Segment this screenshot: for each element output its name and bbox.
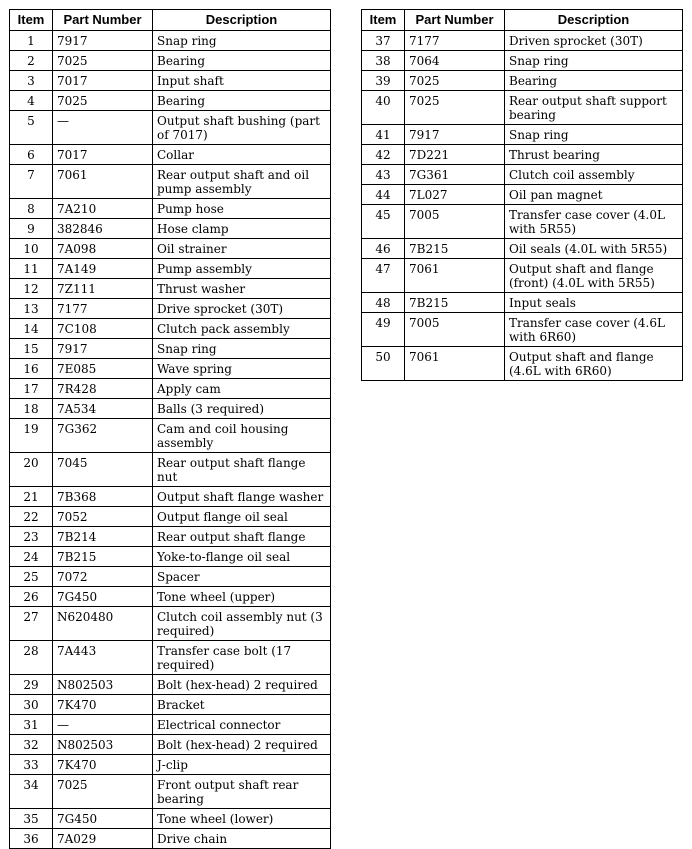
- table-row: [362, 259, 683, 293]
- part-number-cell: —: [53, 715, 153, 735]
- column-header-description: Description: [153, 10, 331, 31]
- table-row: [10, 755, 331, 775]
- part-number-cell: 7B368: [53, 487, 153, 507]
- column-header-part-number: Part Number: [53, 10, 153, 31]
- table-row: [362, 125, 683, 145]
- table-row: [10, 419, 331, 453]
- item-cell: 15: [10, 339, 53, 359]
- part-number-cell: 7177: [405, 31, 505, 51]
- item-cell: 44: [362, 185, 405, 205]
- part-number-cell: 7G361: [405, 165, 505, 185]
- description-cell: Bearing: [505, 71, 683, 91]
- description-cell: Output flange oil seal: [153, 507, 331, 527]
- part-number-cell: 7L027: [405, 185, 505, 205]
- part-number-cell: 7A149: [53, 259, 153, 279]
- part-number-cell: 7K470: [53, 755, 153, 775]
- item-cell: 26: [10, 587, 53, 607]
- item-cell: 22: [10, 507, 53, 527]
- description-cell: Bearing: [153, 51, 331, 71]
- parts-table-right: [361, 9, 683, 381]
- part-number-cell: 7B215: [405, 239, 505, 259]
- description-cell: Output shaft flange washer: [153, 487, 331, 507]
- description-cell: Clutch coil assembly: [505, 165, 683, 185]
- item-cell: 35: [10, 809, 53, 829]
- description-cell: Tone wheel (upper): [153, 587, 331, 607]
- description-cell: Input seals: [505, 293, 683, 313]
- item-cell: 2: [10, 51, 53, 71]
- table-row: [10, 51, 331, 71]
- table-row: [10, 111, 331, 145]
- description-cell: Snap ring: [153, 339, 331, 359]
- table-row: [10, 607, 331, 641]
- table-row: [10, 239, 331, 259]
- description-cell: Snap ring: [153, 31, 331, 51]
- item-cell: 24: [10, 547, 53, 567]
- part-number-cell: 7A210: [53, 199, 153, 219]
- item-cell: 38: [362, 51, 405, 71]
- item-cell: 3: [10, 71, 53, 91]
- part-number-cell: 7045: [53, 453, 153, 487]
- item-cell: 32: [10, 735, 53, 755]
- description-cell: Transfer case bolt (17 required): [153, 641, 331, 675]
- item-cell: 43: [362, 165, 405, 185]
- description-cell: Apply cam: [153, 379, 331, 399]
- part-number-cell: 7917: [53, 31, 153, 51]
- description-cell: Pump assembly: [153, 259, 331, 279]
- item-cell: 5: [10, 111, 53, 145]
- part-number-cell: 7005: [405, 205, 505, 239]
- part-number-cell: 7177: [53, 299, 153, 319]
- table-row: [362, 145, 683, 165]
- part-number-cell: 7025: [53, 775, 153, 809]
- table-row: [10, 319, 331, 339]
- table-row: [10, 199, 331, 219]
- part-number-cell: 7025: [53, 91, 153, 111]
- item-cell: 37: [362, 31, 405, 51]
- description-cell: Wave spring: [153, 359, 331, 379]
- item-cell: 45: [362, 205, 405, 239]
- item-cell: 50: [362, 347, 405, 381]
- table-row: [362, 185, 683, 205]
- table-row: [10, 547, 331, 567]
- column-header-description: Description: [505, 10, 683, 31]
- description-cell: Output shaft and flange (front) (4.0L with 5R55): [505, 259, 683, 293]
- item-cell: 20: [10, 453, 53, 487]
- item-cell: 41: [362, 125, 405, 145]
- table-row: [10, 339, 331, 359]
- part-number-cell: 7K470: [53, 695, 153, 715]
- description-cell: Pump hose: [153, 199, 331, 219]
- description-cell: Oil strainer: [153, 239, 331, 259]
- part-number-cell: N802503: [53, 735, 153, 755]
- table-row: [10, 641, 331, 675]
- table-row: [10, 587, 331, 607]
- table-row: [10, 695, 331, 715]
- description-cell: Bracket: [153, 695, 331, 715]
- description-cell: Bolt (hex-head) 2 required: [153, 735, 331, 755]
- item-cell: 4: [10, 91, 53, 111]
- item-cell: 12: [10, 279, 53, 299]
- table-row: [10, 359, 331, 379]
- item-cell: 46: [362, 239, 405, 259]
- table-row: [362, 51, 683, 71]
- part-number-cell: 7917: [405, 125, 505, 145]
- description-cell: Tone wheel (lower): [153, 809, 331, 829]
- part-number-cell: 7D221: [405, 145, 505, 165]
- parts-table-left: [9, 9, 331, 849]
- item-cell: 28: [10, 641, 53, 675]
- part-number-cell: 7061: [405, 259, 505, 293]
- item-cell: 8: [10, 199, 53, 219]
- part-number-cell: 7B214: [53, 527, 153, 547]
- item-cell: 25: [10, 567, 53, 587]
- table-row: [362, 205, 683, 239]
- table-row: [10, 829, 331, 849]
- item-cell: 29: [10, 675, 53, 695]
- description-cell: Collar: [153, 145, 331, 165]
- description-cell: Drive sprocket (30T): [153, 299, 331, 319]
- description-cell: Rear output shaft flange nut: [153, 453, 331, 487]
- item-cell: 10: [10, 239, 53, 259]
- table-row: [10, 487, 331, 507]
- table-row: [362, 71, 683, 91]
- item-cell: 47: [362, 259, 405, 293]
- item-cell: 7: [10, 165, 53, 199]
- part-number-cell: 382846: [53, 219, 153, 239]
- description-cell: Thrust bearing: [505, 145, 683, 165]
- description-cell: Spacer: [153, 567, 331, 587]
- part-number-cell: 7A098: [53, 239, 153, 259]
- item-cell: 33: [10, 755, 53, 775]
- table-row: [10, 399, 331, 419]
- table-row: [10, 299, 331, 319]
- description-cell: Snap ring: [505, 125, 683, 145]
- description-cell: Drive chain: [153, 829, 331, 849]
- column-header-part-number: Part Number: [405, 10, 505, 31]
- item-cell: 6: [10, 145, 53, 165]
- table-row: [362, 239, 683, 259]
- table-row: [10, 809, 331, 829]
- item-cell: 1: [10, 31, 53, 51]
- description-cell: Rear output shaft support bearing: [505, 91, 683, 125]
- description-cell: Input shaft: [153, 71, 331, 91]
- table-row: [10, 91, 331, 111]
- part-number-cell: 7072: [53, 567, 153, 587]
- description-cell: Transfer case cover (4.0L with 5R55): [505, 205, 683, 239]
- item-cell: 49: [362, 313, 405, 347]
- part-number-cell: 7G362: [53, 419, 153, 453]
- part-number-cell: 7G450: [53, 587, 153, 607]
- description-cell: Output shaft and flange (4.6L with 6R60): [505, 347, 683, 381]
- item-cell: 34: [10, 775, 53, 809]
- table-row: [362, 347, 683, 381]
- item-cell: 14: [10, 319, 53, 339]
- part-number-cell: 7064: [405, 51, 505, 71]
- description-cell: Bearing: [153, 91, 331, 111]
- part-number-cell: 7Z111: [53, 279, 153, 299]
- item-cell: 11: [10, 259, 53, 279]
- part-number-cell: —: [53, 111, 153, 145]
- table-row: [362, 313, 683, 347]
- item-cell: 31: [10, 715, 53, 735]
- description-cell: Clutch coil assembly nut (3 required): [153, 607, 331, 641]
- table-header-row: [362, 10, 683, 31]
- part-number-cell: 7E085: [53, 359, 153, 379]
- column-header-item: Item: [10, 10, 53, 31]
- item-cell: 40: [362, 91, 405, 125]
- table-row: [10, 775, 331, 809]
- part-number-cell: 7B215: [53, 547, 153, 567]
- description-cell: Bolt (hex-head) 2 required: [153, 675, 331, 695]
- item-cell: 19: [10, 419, 53, 453]
- table-row: [10, 279, 331, 299]
- part-number-cell: 7052: [53, 507, 153, 527]
- description-cell: J-clip: [153, 755, 331, 775]
- part-number-cell: 7A029: [53, 829, 153, 849]
- table-row: [10, 31, 331, 51]
- table-row: [10, 71, 331, 91]
- part-number-cell: 7C108: [53, 319, 153, 339]
- table-row: [10, 675, 331, 695]
- part-number-cell: 7061: [405, 347, 505, 381]
- item-cell: 13: [10, 299, 53, 319]
- item-cell: 30: [10, 695, 53, 715]
- table-row: [10, 735, 331, 755]
- item-cell: 39: [362, 71, 405, 91]
- part-number-cell: 7A443: [53, 641, 153, 675]
- part-number-cell: 7B215: [405, 293, 505, 313]
- item-cell: 21: [10, 487, 53, 507]
- item-cell: 16: [10, 359, 53, 379]
- description-cell: Hose clamp: [153, 219, 331, 239]
- part-number-cell: 7G450: [53, 809, 153, 829]
- description-cell: Snap ring: [505, 51, 683, 71]
- part-number-cell: 7A534: [53, 399, 153, 419]
- item-cell: 17: [10, 379, 53, 399]
- description-cell: Balls (3 required): [153, 399, 331, 419]
- table-row: [362, 165, 683, 185]
- description-cell: Clutch pack assembly: [153, 319, 331, 339]
- description-cell: Rear output shaft and oil pump assembly: [153, 165, 331, 199]
- part-number-cell: 7017: [53, 71, 153, 91]
- description-cell: Rear output shaft flange: [153, 527, 331, 547]
- table-row: [10, 453, 331, 487]
- part-number-cell: 7025: [405, 71, 505, 91]
- table-row: [10, 259, 331, 279]
- description-cell: Thrust washer: [153, 279, 331, 299]
- part-number-cell: N802503: [53, 675, 153, 695]
- column-header-item: Item: [362, 10, 405, 31]
- table-row: [362, 31, 683, 51]
- item-cell: 42: [362, 145, 405, 165]
- description-cell: Electrical connector: [153, 715, 331, 735]
- table-row: [10, 165, 331, 199]
- description-cell: Oil pan magnet: [505, 185, 683, 205]
- table-row: [10, 379, 331, 399]
- part-number-cell: 7017: [53, 145, 153, 165]
- part-number-cell: 7025: [53, 51, 153, 71]
- part-number-cell: 7025: [405, 91, 505, 125]
- description-cell: Output shaft bushing (part of 7017): [153, 111, 331, 145]
- table-row: [10, 145, 331, 165]
- item-cell: 48: [362, 293, 405, 313]
- part-number-cell: N620480: [53, 607, 153, 641]
- part-number-cell: 7061: [53, 165, 153, 199]
- table-row: [362, 293, 683, 313]
- item-cell: 9: [10, 219, 53, 239]
- table-header-row: [10, 10, 331, 31]
- part-number-cell: 7R428: [53, 379, 153, 399]
- description-cell: Cam and coil housing assembly: [153, 419, 331, 453]
- item-cell: 18: [10, 399, 53, 419]
- part-number-cell: 7005: [405, 313, 505, 347]
- description-cell: Front output shaft rear bearing: [153, 775, 331, 809]
- item-cell: 23: [10, 527, 53, 547]
- description-cell: Driven sprocket (30T): [505, 31, 683, 51]
- table-row: [10, 527, 331, 547]
- table-row: [10, 715, 331, 735]
- table-row: [10, 507, 331, 527]
- part-number-cell: 7917: [53, 339, 153, 359]
- table-row: [362, 91, 683, 125]
- description-cell: Yoke-to-flange oil seal: [153, 547, 331, 567]
- table-row: [10, 219, 331, 239]
- description-cell: Transfer case cover (4.6L with 6R60): [505, 313, 683, 347]
- description-cell: Oil seals (4.0L with 5R55): [505, 239, 683, 259]
- item-cell: 27: [10, 607, 53, 641]
- table-row: [10, 567, 331, 587]
- item-cell: 36: [10, 829, 53, 849]
